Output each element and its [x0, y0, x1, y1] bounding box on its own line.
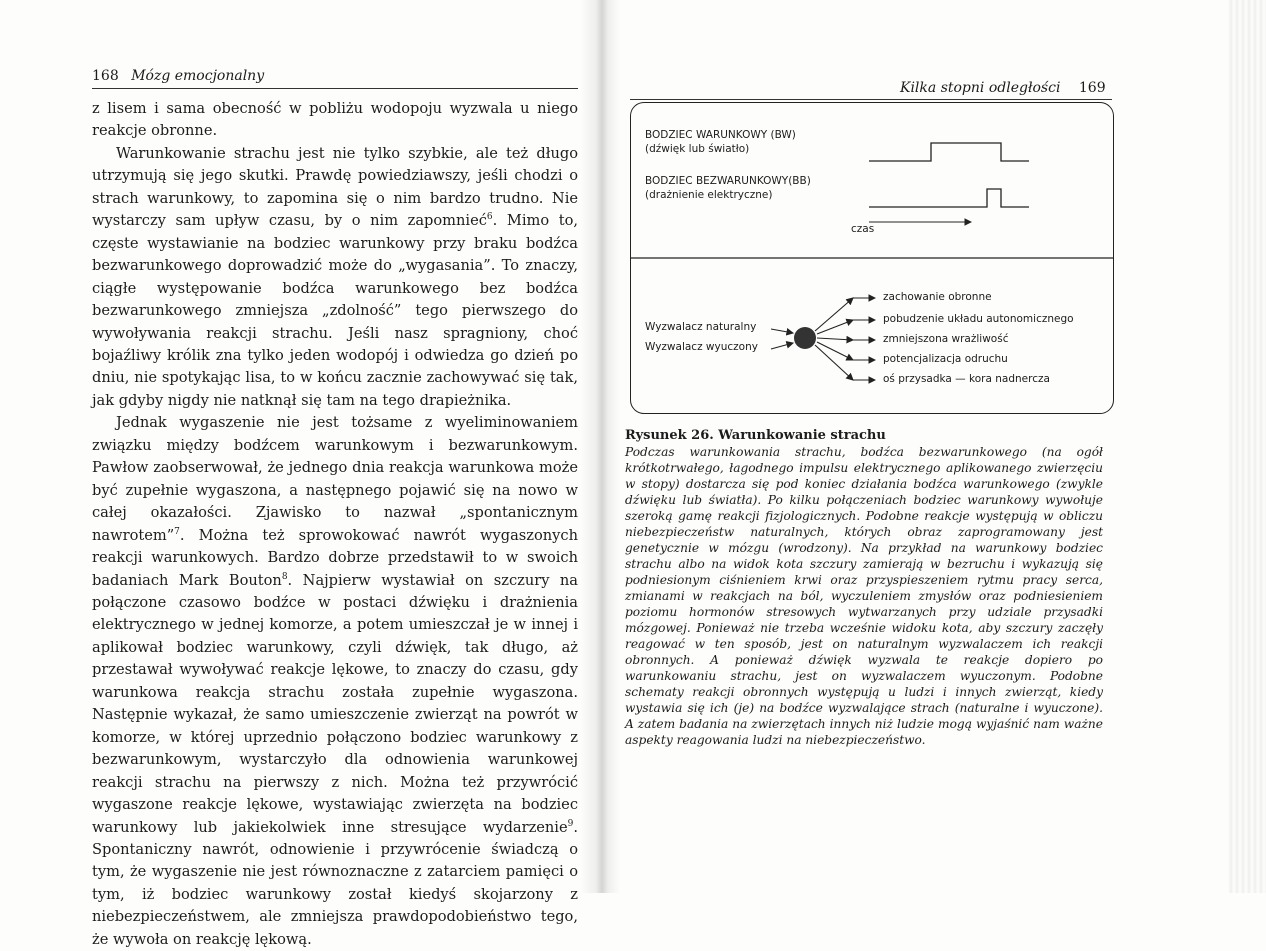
footnote-ref: 6 [486, 212, 493, 223]
figure-caption [625, 428, 1103, 748]
response-label: oś przysadka — kora nadnercza [883, 373, 1050, 385]
cs-label: BODZIEC WARUNKOWY (BW) [645, 129, 796, 141]
paragraph-text: Spontaniczny nawrót, odnowienie i przywrócenie świadczą o tym, że wygaszenie nie jest równoznaczne z zatarciem pamięci o tym, iż bodziec warunkowy został kiedyś skojarzony z niebezpieczeństwem, ale zmniejsza prawdopodobieństwo tego, że wywoła on reakcję lękową. [92, 840, 578, 948]
response-label: zachowanie obronne [883, 291, 992, 303]
cs-timing-trace [869, 143, 1029, 161]
trigger-arrow-learned [771, 343, 793, 349]
paragraph-text: Warunkowanie strachu jest nie tylko szybkie, ale też długo utrzymują się jego skutki. Prawdę powiedziawszy, jeśli chodzi o strach warunkowy, to zapomina się o nim bardzo trudno. Nie wystarczy sam upływ czasu, by o nim zapomnieć [92, 144, 578, 230]
paragraph-text: Najpierw wystawiał on szczury na połączone czasowo bodźce w postaci dźwięku i drażnienia elektrycznego w jednej komorze, a potem umieszczał je w innej i aplikował bodziec warunkowy, czyli dźwięk, tak długo, aż przestawał wywoływać reakcje lękowe, to znaczy do czasu, gdy warunkowa reakcja strachu została zupełnie wygaszona. Następnie wykazał, że samo umieszczenie zwierząt na powrót w komorze, w której uprzednio połączono bodziec warunkowy z bezwarunkowym, wystarczyło dla odnowienia warunkowej reakcji strachu na pierwszy z nich. Można też przywrócić wygaszone reakcje lękowe, wystawiając zwierzęta na bodziec warunkowy lub jakiekolwiek inne stresujące wydarzenie [92, 571, 579, 836]
footnote-ref: 7 [174, 526, 180, 537]
response-label: potencjalizacja odruchu [883, 353, 1008, 365]
trigger-learned-label: Wyzwalacz wyuczony [645, 341, 758, 353]
trigger-arrow-natural [771, 329, 793, 333]
response-arrow [817, 320, 853, 334]
response-arrow [817, 338, 853, 340]
trigger-natural-label: Wyzwalacz naturalny [645, 321, 757, 333]
right-running-title: Kilka stopni odległości [900, 80, 1061, 96]
paragraph-text: Jednak wygaszenie nie jest tożsame z wyeliminowaniem związku między bodźcem warunkowym i bezwarunkowym. Pawłow zaobserwował, że jednego dnia reakcja warunkowa może być zupełnie wygaszona, a następnego pojawić się na nowo w całej okazałości. Zjawisko to nazwał „spontanicznym nawrotem” [92, 414, 578, 544]
paragraph: Jednak wygaszenie nie jest tożsame z wyeliminowaniem związku między bodźcem warunkowym i bezwarunkowym. Pawłow zaobserwował, że jednego dnia reakcja warunkowa może być zupełnie wygaszona, a następnego pojawić się na nowo w całej okazałości. Zjawisko to nazwał „spontanicznym nawrotem”$^7$. Można też sprowokować nawrót wygaszonych reakcji warunkowych. Bardzo dobrze przedstawił to w swoich badaniach Mark Bouton$^8$. Najpierw wystawiał on szczury na połączone czasowo bodźce w postaci dźwięku i drażnienia elektrycznego w jednej komorze, a potem umieszczał je w innej i aplikował bodziec warunkowy, czyli dźwięk, tak długo, aż przestawał wywoływać reakcje lękowe, to znaczy do czasu, gdy warunkowa reakcja strachu została zupełnie wygaszona. Następnie wykazał, że samo umieszczenie zwierząt na powrót w komorze, w której uprzednio połączono bodziec warunkowy z bezwarunkowym, wystarczyło dla odnowienia warunkowej reakcji strachu na pierwszy z nich. Można też przywrócić wygaszone reakcje lękowe, wystawiając zwierzęta na bodziec warunkowy lub jakiekolwiek inne stresujące wydarzenie$^9$. Spontaniczny nawrót, odnowienie i przywrócenie świadczą o tym, że wygaszenie nie jest równoznaczne z zatarciem pamięci o tym, iż bodziec warunkowy został kiedyś skojarzony z niebezpieczeństwem, ale zmniejsza prawdopodobieństwo tego, że wywoła on reakcję lękową. [92, 414, 579, 948]
response-label: zmniejszona wrażliwość [883, 333, 1009, 345]
us-sublabel: (drażnienie elektryczne) [645, 189, 773, 201]
us-timing-trace [869, 189, 1029, 207]
cs-sublabel: (dźwięk lub światło) [645, 143, 750, 155]
left-header-rule [92, 88, 578, 89]
time-label: czas [851, 223, 875, 235]
left-running-title: Mózg emocjonalny [131, 68, 265, 84]
left-running-header [92, 68, 264, 84]
response-arrow [817, 342, 853, 360]
caption-title: Rysunek 26. Warunkowanie strachu [625, 428, 886, 443]
response-label: pobudzenie układu autonomicznego [883, 313, 1074, 325]
right-page-number: 169 [1078, 80, 1106, 96]
left-body-text [92, 98, 578, 951]
amygdala-node [794, 327, 816, 349]
caption-text: Podczas warunkowania strachu, bodźca bezwarunkowego (na ogół krótkotrwałego, łagodnego impulsu elektrycznego aplikowanego zwierzęciu w stopy) dostarcza się pod koniec działania bodźca warunkowego (zwykle dźwięku lub światła). Po kilku połączeniach bodziec warunkowy wywołuje szeroką gamę reakcji fizjologicznych. Podobne reakcje występują w obliczu niebezpieczeństw naturalnych, których obraz zaprogramowany jest genetycznie w mózgu (wrodzony). Na przykład na warunkowy bodziec strachu albo na widok kota szczury zamierają w bezruchu i wykazują się podniesionym ciśnieniem krwi oraz przyspieszeniem rytmu pracy serca, zmianami w reakcjach na ból, wyczuleniem zmysłów oraz podniesieniem poziomu hormonów stresowych wytwarzanych przy udziale przysadki mózgowej. Ponieważ nie trzeba wcześnie widoku kota, aby szczury zaczęły reagować w ten sposób, jest on naturalnym wyzwalaczem ich reakcji obronnych. A ponieważ dźwięk wyzwala te reakcje dopiero po warunkowaniu strachu, jest on wyzwalaczem wyuczonym. Podobne schematy reakcji obronnych występują u ludzi i innych zwierząt, kiedy wystawia się ich (je) na bodźce wyzwalające strach (naturalne i wyuczone). A zatem badania na zwierzętach innych niż ludzie mogą wyjaśnić nam ważne aspekty reagowania ludzi na niebezpieczeństwo. [625, 445, 1103, 747]
footnote-ref: 9 [567, 818, 574, 829]
paragraph: Warunkowanie strachu jest nie tylko szybkie, ale też długo utrzymują się jego skutki. Prawdę powiedziawszy, jeśli chodzi o strach warunkowy, to zapomina się o nim bardzo trudno. Nie wystarczy sam upływ czasu, by o nim zapomnieć$^6$. Mimo to, częste wystawianie na bodziec warunkowy przy braku bodźca bezwarunkowego doprowadzić może do „wygasania”. To znaczy, ciągłe występowanie bodźca warunkowego bez bodźca bezwarunkowego zmniejsza „zdolność” tego pierwszego do wywoływania reakcji strachu. Jeśli nasz spragniony, choć bojaźliwy królik zna tylko jeden wodopój i odwiedza go dzień po dniu, nie spotykając lisa, to w końcu zacznie zachowywać się tak, jak gdyby nigdy nie natknął się tam na tego drapieżnika. [92, 144, 579, 409]
us-label: BODZIEC BEZWARUNKOWY(BB) [645, 175, 811, 187]
left-page-number: 168 [92, 68, 119, 84]
paragraph-text: Mimo to, częste wystawianie na bodziec warunkowy przy braku bodźca bezwarunkowego doprowadzić może do „wygasania”. To znaczy, ciągłe występowanie bodźca warunkowego bez bodźca bezwarunkowego zmniejsza „zdolność” tego pierwszego do wywoływania reakcji strachu. Jeśli nasz spragniony, choć bojaźliwy królik zna tylko jeden wodopój i odwiedza go dzień po dniu, nie spotykając lisa, to w końcu zacznie zachowywać się tak, jak gdyby nigdy nie natknął się tam na tego drapieżnika. [92, 212, 579, 409]
footnote-ref: 8 [281, 571, 288, 582]
figure-fear-conditioning [630, 102, 1114, 414]
paragraph: z lisem i sama obecność w pobliżu wodopoju wyzwala u niego reakcje obronne. [92, 100, 578, 140]
right-running-header [900, 80, 1106, 96]
right-header-rule [630, 99, 1112, 100]
response-arrow [815, 298, 853, 331]
paragraph-text: Można też sprowokować nawrót wygaszonych reakcji warunkowych. Bardzo dobrze przedstawił to w swoich badaniach Mark Bouton [92, 526, 578, 589]
